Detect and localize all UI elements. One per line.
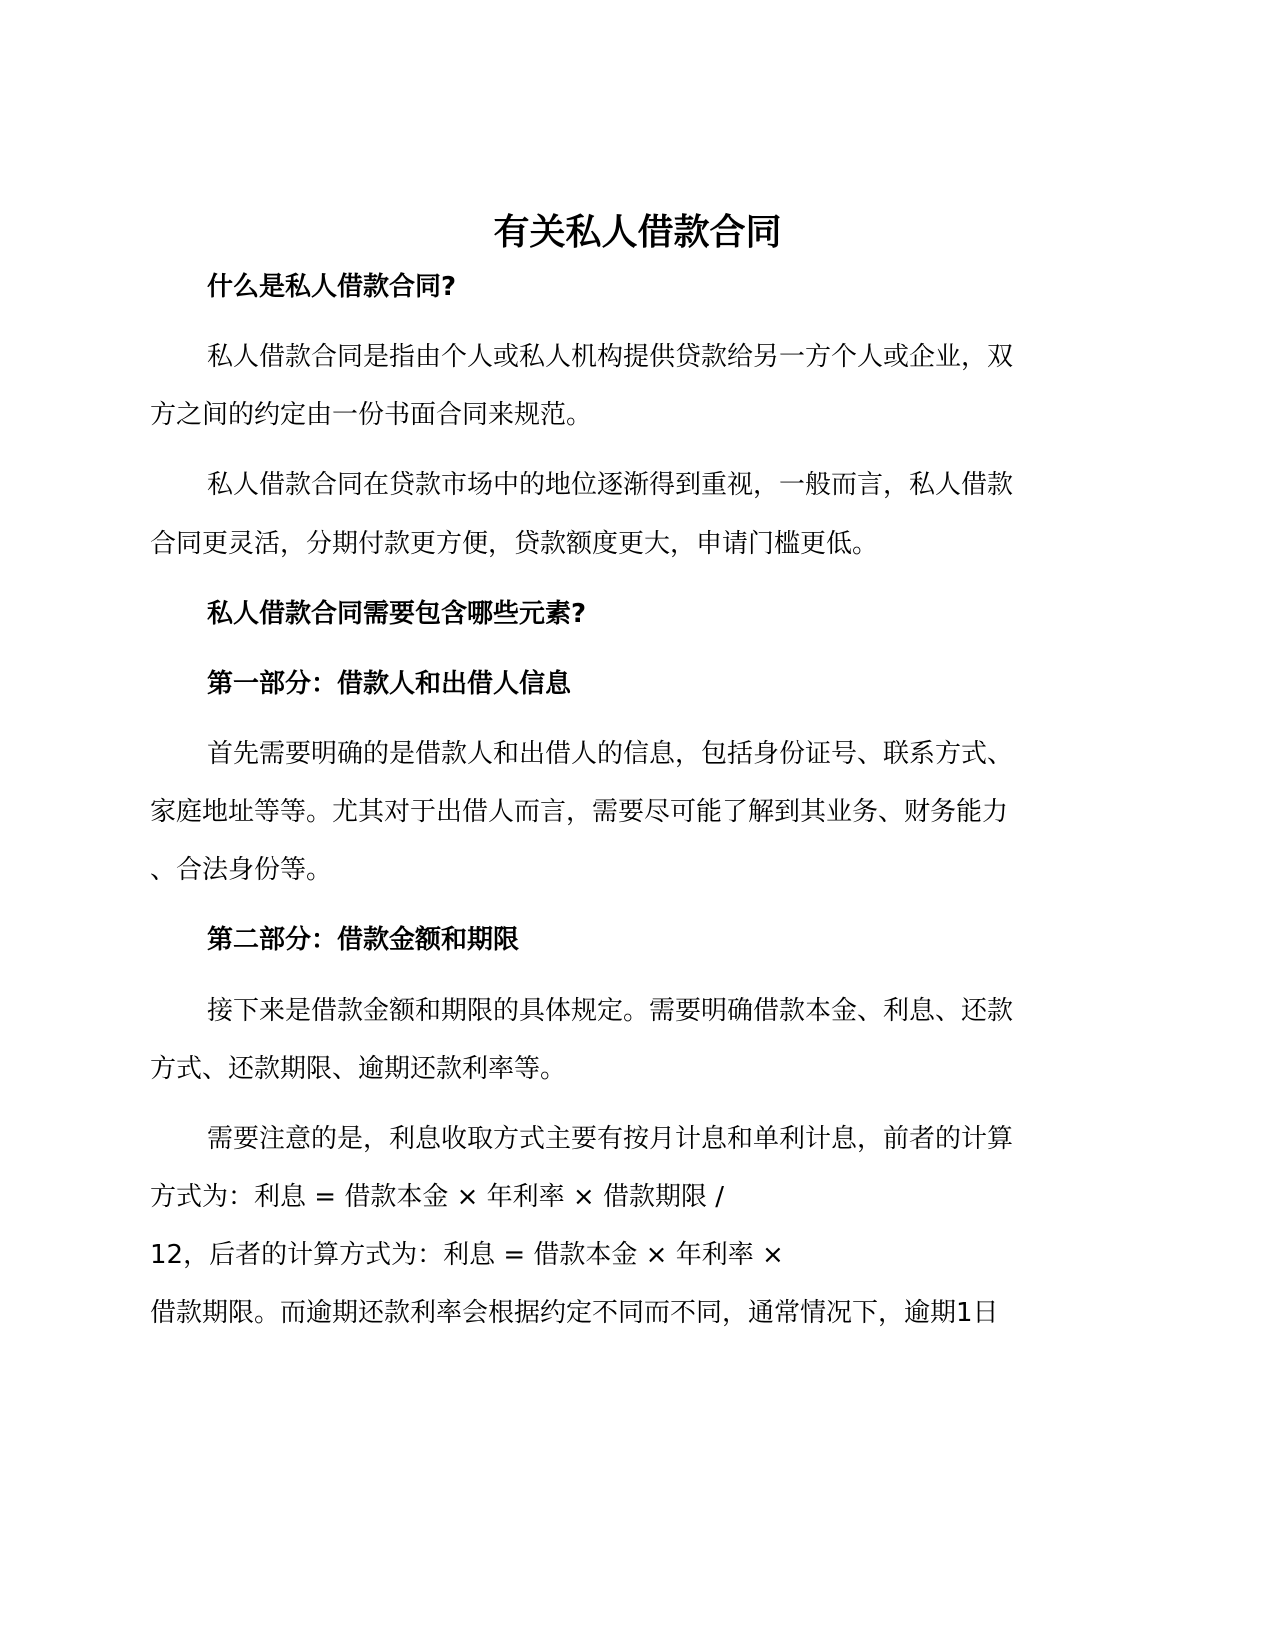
- paragraph-line: 需要注意的是，利息收取方式主要有按月计息和单利计息，前者的计算: [207, 1124, 1014, 1154]
- paragraph-line: 借款期限。而逾期还款利率会根据约定不同而不同，通常情况下，逾期1日: [150, 1298, 999, 1328]
- paragraph-line: 12，后者的计算方式为：利息 = 借款本金 × 年利率 ×: [150, 1240, 784, 1270]
- paragraph-line: 接下来是借款金额和期限的具体规定。需要明确借款本金、利息、还款: [207, 996, 1014, 1026]
- heading-part-two: 第二部分：借款金额和期限: [207, 925, 520, 955]
- paragraph-line: 家庭地址等等。尤其对于出借人而言，需要尽可能了解到其业务、财务能力: [150, 797, 1009, 827]
- paragraph-line: 方式、还款期限、逾期还款利率等。: [150, 1054, 567, 1084]
- paragraph-line: 合同更灵活，分期付款更方便，贷款额度更大，申请门槛更低。: [150, 529, 879, 559]
- paragraph-line: 首先需要明确的是借款人和出借人的信息，包括身份证号、联系方式、: [207, 739, 1014, 769]
- paragraph-line: 方式为：利息 = 借款本金 × 年利率 × 借款期限 /: [150, 1182, 724, 1212]
- paragraph-line: 私人借款合同在贷款市场中的地位逐渐得到重视，一般而言，私人借款: [207, 470, 1014, 500]
- heading-elements: 私人借款合同需要包含哪些元素?: [207, 599, 587, 629]
- paragraph-line: 、合法身份等。: [150, 855, 333, 885]
- paragraph-line: 私人借款合同是指由个人或私人机构提供贷款给另一方个人或企业，双: [207, 342, 1014, 372]
- heading-part-one: 第一部分：借款人和出借人信息: [207, 669, 572, 699]
- paragraph-line: 方之间的约定由一份书面合同来规范。: [150, 400, 593, 430]
- heading-what-is: 什么是私人借款合同?: [207, 272, 457, 302]
- document-title: 有关私人借款合同: [493, 212, 782, 253]
